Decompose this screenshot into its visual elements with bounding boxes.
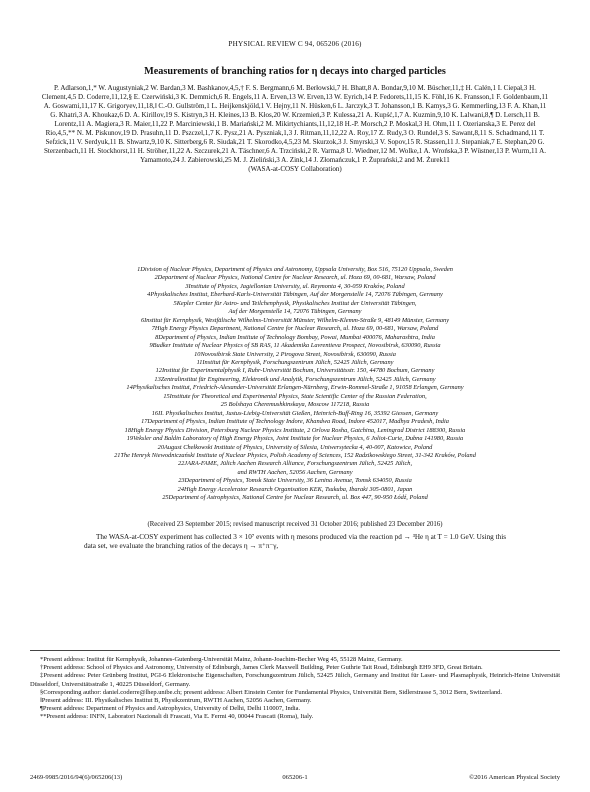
affiliation: 25Department of Astrophysics, National Centre for Nuclear Research, ul. Box 447, 90-950 Łódź, Poland (162, 494, 428, 502)
affiliation: 9Budker Institute of Nuclear Physics of SB RAS, 11 Akademika Lavrentieva Prospect, Novosibirsk, 630090, Russia (149, 342, 441, 350)
footnote: ‖Present address: III. Physikalisches Institut B, Physikzentrum, RWTH Aachen, 52056 Aachen, Germany. (40, 697, 312, 705)
affiliation: 23Department of Physics, Tomsk State University, 36 Lenina Avenue, Tomsk 634050, Russia (178, 477, 412, 485)
affiliation: 12Institut für Experimentalphysik I, Ruhr-Universität Bochum, Universitätsstr. 150, 44780 Bochum, Germany (155, 367, 435, 375)
footnote: §Corresponding author: daniel.coderre@lhep.unibe.ch; present address: Albert Einstein Center for Fundamental Physics, Universität Bern, Sidlerstrasse 5, 3012 Bern, Switzerland. (40, 688, 502, 696)
affiliation: 4Physikalisches Institut, Eberhard-Karls-Universität Tübingen, Auf der Morgenstelle 14, 72076 Tübingen, Germany (147, 291, 443, 299)
affiliation: 18High Energy Physics Division, Petersburg Nuclear Physics Institute, 2 Orlova Rosha, Gatchina, Leningrad District 188300, Russia (124, 426, 466, 434)
footnote: ¶Present address: Department of Physics and Astrophysics, University of Delhi, Delhi 110007, India. (40, 705, 301, 713)
affiliation: 22JARA-FAME, Jülich Aachen Research Alliance, Forschungszentrum Jülich, 52425 Jülich, (177, 460, 413, 468)
authors-text: P. Adlarson,1,* W. Augustyniak,2 W. Bardan,3 M. Bashkanov,4,5,† F. S. Bergmann,6 M. Berłowski,7 H. Bhatt,8 A. Bondar,9,10 M. Büscher,11,‡ H. Calén,1 I. Ciepał,3 H. Clement,4,5 D. Coderre,11,12,§ E. Czerwiński,3 K. Demmich,6 R. Engels,11 A. Erven,13 W. Erven,13 W. Eyrich,14 P. Fedorets,11,15 K. Föhl,16 K. Fransson,1 F. Goldenbaum,11 A. Goswami,11,17 K. Grigoryev,11,18,‖ C.-O. Gullström,1 L. Heijkenskjöld,1 V. Hejny,11 N. Hüsken,6 L. Jarczyk,3 T. Johansson,1 B. Kamys,3 G. Kemmerling,13 F. A. Khan,11 G. Khatri,3 A. Khoukaz,6 D. A. Kirillov,19 S. Kistryn,3 H. Kleines,13 B. Kłos,20 W. Krzemień,3 P. Kulessa,21 A. Kupść,1,7 A. Kuzmin,9,10 K. Lalwani,8,¶ D. Lersch,11 B. Lorentz,11 A. Magiera,3 R. Maier,11,22 P. Marciniewski,1 B. Mariański,2 M. Mikirtychiants,11,12,18 H.-P. Morsch,2 P. Moskal,3 H. Ohm,11 I. Ozerianska,3 E. Perez del Rio,4,5,** N. M. Piskunov,19 D. Prasuhn,11 D. Pszczel,1,7 K. Pysz,21 A. Pyszniak,1,3 J. Ritman,11,12,22 A. Roy,17 Z. Rudy,3 O. Rundel,3 S. Sawant,8,11 S. Schadmand,11 T. Sefzick,11 V. Serdyuk,11 B. Shwartz,9,10 K. Sitterberg,6 R. Siudak,21 T. Skorodko,4,5,23 M. Skurzok,3 J. Smyrski,3 V. Sopov,15 R. Stassen,11 J. Stepaniak,7 E. Stephan,20 G. Sterzenbach,11 H. Stockhorst,11 H. Ströher,11,22 A. Szczurek,21 A. Täschner,6 A. Trzciński,2 R. Varma,8 U. Wiedner,12 M. Wolke,1 A. Wrońska,3 P. Wüstner,13 P. Wurm,11 A. Yamamoto,24 J. Zabierowski,25 M. J. Zieliński,3 A. Zink,14 J. Złomańczuk,1 P. Żuprański,2 and M. Żurek11 (41, 84, 549, 165)
affiliation: 17Department of Physics, Indian Institute of Technology Indore, Khandwa Road, Indore 452017, Madhya Pradesh, India (141, 418, 449, 426)
affiliation-list (28, 266, 562, 503)
abstract (84, 533, 506, 552)
footnotes (30, 656, 560, 722)
footer-copyright: ©2016 American Physical Society (469, 774, 560, 781)
affiliation: 14Physikalisches Institut, Friedrich-Alexander-Universität Erlangen-Nürnberg, Erwin-Rommel-Straße 1, 91058 Erlangen, Germany (126, 384, 464, 392)
affiliation: 1Division of Nuclear Physics, Department of Physics and Astronomy, Uppsala University, Box 516, 75120 Uppsala, Sweden (137, 266, 453, 273)
affiliation: 6Institut für Kernphysik, Westfälische Wilhelms-Universität Münster, Wilhelm-Klemm-Straße 9, 48149 Münster, Germany (140, 316, 450, 324)
paper-title: Measurements of branching ratios for η decays into charged particles (144, 66, 446, 77)
affiliation: 15Institute for Theoretical and Experimental Physics, State Scientific Center of the Russian Federation, (163, 392, 427, 400)
author-list (40, 84, 550, 174)
affiliation: 8Department of Physics, Indian Institute of Technology Bombay, Powai, Mumbai 400076, Maharashtra, India (155, 333, 435, 341)
footnote: *Present address: Institut für Kernphysik, Johannes-Gutenberg-Universität Mainz, Johann-Joachim-Becher Weg 45, 55128 Mainz, Germany. (40, 656, 403, 663)
affiliation: 13Zentralinstitut für Engineering, Elektronik und Analytik, Forschungszentrum Jülich, 52425 Jülich, Germany (154, 375, 436, 383)
affiliation: 2Department of Nuclear Physics, National Centre for Nuclear Research, ul. Hoza 69, 00-681, Warsaw, Poland (154, 274, 436, 282)
affiliation: 20August Chełkowski Institute of Physics, University of Silesia, Uniwersytecka 4, 40-007, Katowice, Poland (157, 443, 433, 451)
footer-issn: 2469-9985/2016/94(6)/065206(13) (30, 774, 123, 781)
affiliation: 3Institute of Physics, Jagiellonian University, ul. Reymonta 4, 30-059 Kraków, Poland (185, 282, 405, 290)
affiliation: and RWTH Aachen, 52056 Aachen, Germany (237, 468, 353, 476)
footer-page-number: 065206-1 (282, 774, 308, 781)
affiliation: 10Novosibirsk State University, 2 Pirogova Street, Novosibirsk, 630090, Russia (194, 350, 396, 358)
received-dates: (Received 23 September 2015; revised manuscript received 31 October 2016; published 23 December 2016) (147, 521, 443, 528)
affiliation: 24High Energy Accelerator Research Organisation KEK, Tsukuba, Ibaraki 305-0801, Japan (177, 485, 413, 493)
affiliation: Auf der Morgenstelle 14, 72076 Tübingen, Germany (228, 308, 362, 316)
footnote: ‡Present address: Peter Grünberg Institut, PGI-6 Elektronische Eigenschaften, Forschungszentrum Jülich, 52425 Jülich, Germany and Institut für Laser- und Plasmaphysik, Heinrich-Heine Universität Düsseldorf, Universitätsstraße 1, 40225 Düsseldorf, Germany. (30, 672, 560, 688)
abstract-text: The WASA-at-COSY experiment has collected 3 × 10⁷ events with η mesons produced via the reaction pd → ³He η at T = 1.0 GeV. Using this data set, we evaluate the branching ratios of the decays η → π⁺π⁻γ, (84, 533, 506, 551)
running-head: PHYSICAL REVIEW C 94, 065206 (2016) (228, 40, 362, 48)
affiliation: 25 Bolshaya Cheremushkinskaya, Moscow 117218, Russia (220, 401, 370, 409)
footnote-rule (30, 650, 560, 651)
affiliation: 19Veksler and Baldin Laboratory of High Energy Physics, Joint Institute for Nuclear Physics, 6 Joliot-Curie, Dubna 141980, Russia (126, 435, 464, 443)
affiliation: 11Institut für Kernphysik, Forschungszentrum Jülich, 52425 Jülich, Germany (196, 358, 394, 366)
affiliation: 5Kepler Center für Astro- und Teilchenphysik, Physikalisches Institut der Universität Tübingen, (173, 299, 417, 307)
affiliation: 7High Energy Physics Department, National Centre for Nuclear Research, ul. Hoza 69, 00-681, Warsaw, Poland (151, 325, 439, 333)
affiliation: 21The Henryk Niewodniczański Institute of Nuclear Physics, Polish Academy of Sciences, 152 Radzikowskiego Street, 31-342 Kraków, Poland (114, 451, 476, 459)
footnote: †Present address: School of Physics and Astronomy, University of Edinburgh, James Clerk Maxwell Building, Peter Guthrie Tait Road, Edinburgh EH9 3FD, Great Britain. (40, 664, 483, 672)
footnote: **Present address: INFN, Laboratori Nazionali di Frascati, Via E. Fermi 40, 00044 Frascati (Roma), Italy. (40, 713, 314, 721)
affiliation: 16II. Physikalisches Institut, Justus-Liebig-Universität Gießen, Heinrich-Buff-Ring 16, 35392 Giessen, Germany (151, 409, 439, 417)
collaboration-name: (WASA-at-COSY Collaboration) (248, 165, 342, 174)
